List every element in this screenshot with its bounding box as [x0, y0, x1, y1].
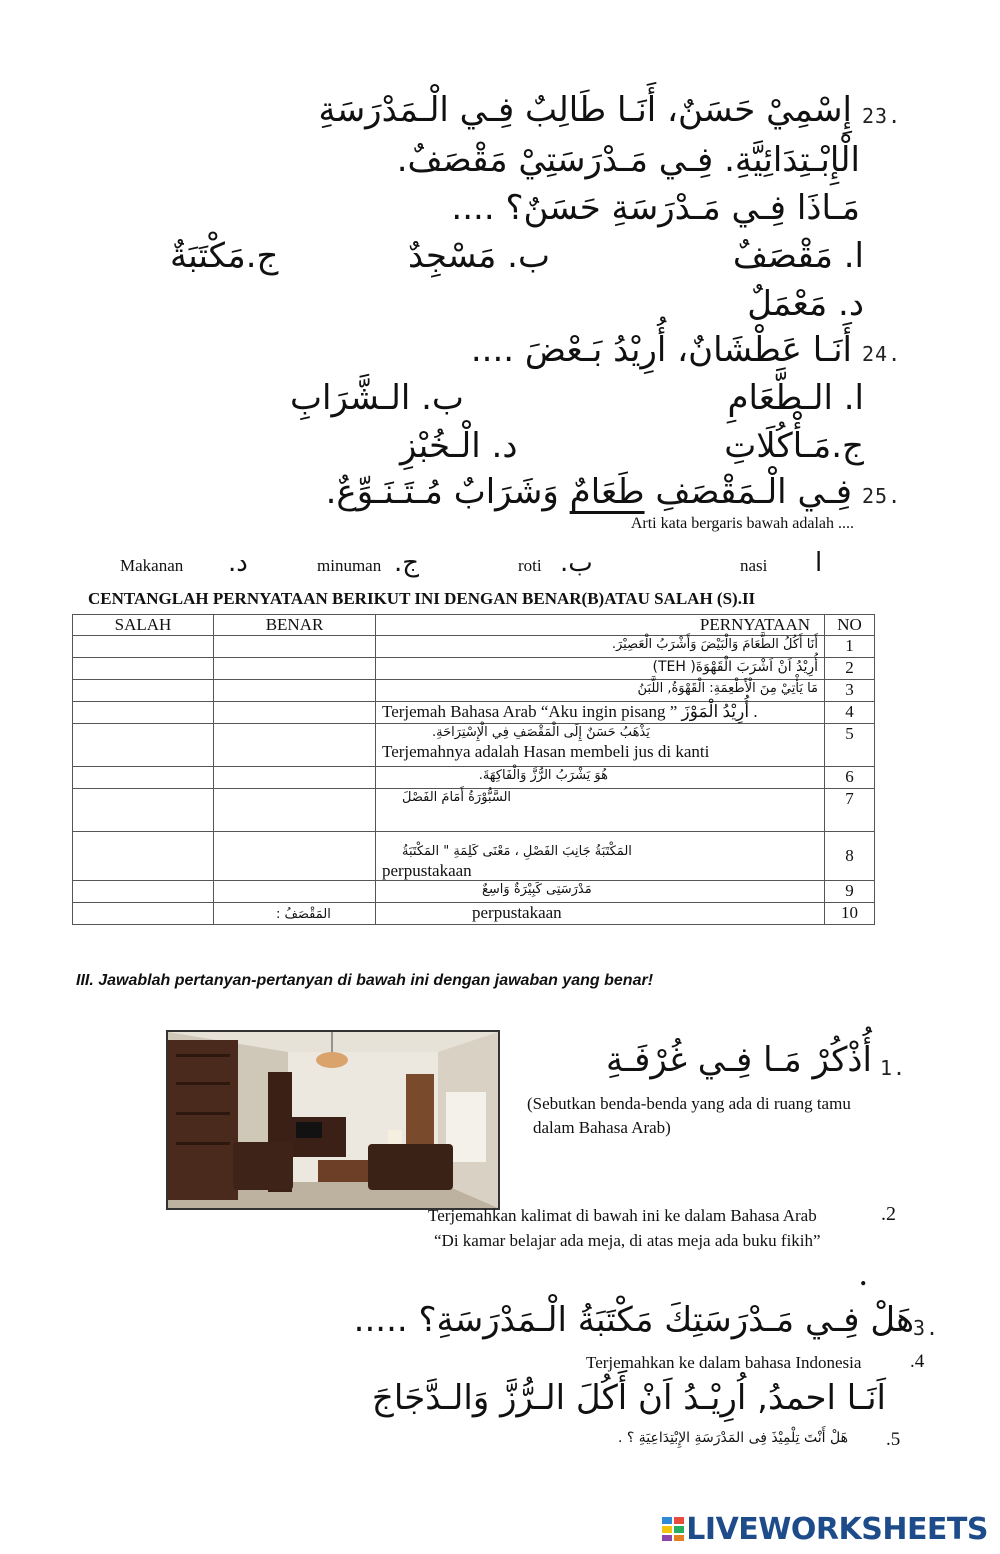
- q23-number: 23.: [862, 104, 902, 128]
- row-number: 5: [825, 724, 875, 767]
- row-number: 10: [825, 903, 875, 925]
- q23-line2: الْإِبْـتِدَائِيَّةِ. فِـي مَـدْرَسَتِيْ مَقْصَفٌ.: [396, 140, 860, 180]
- header-pernyataan: PERNYATAAN: [376, 615, 825, 636]
- q23-line3: مَـاذَا فِـي مَـدْرَسَةِ حَسَنٌ؟ ....: [451, 188, 860, 228]
- q24-number: 24.: [862, 342, 902, 366]
- table-row: [73, 789, 875, 832]
- benar-cell-3[interactable]: [214, 680, 376, 702]
- q24-option-c: ج.مَـأْكُلَاتِ: [724, 426, 864, 466]
- q23-option-b: ب. مَسْجِدٌ: [408, 236, 550, 276]
- benar-cell-2[interactable]: [214, 658, 376, 680]
- salah-cell-4[interactable]: [73, 702, 214, 724]
- s3-q5-number: .5: [886, 1429, 901, 1450]
- row-number: 7: [825, 789, 875, 832]
- s3-q2-text: Terjemahkan kalimat di bawah ini ke dalam Bahasa Arab: [428, 1206, 817, 1225]
- s3-q4-text: Terjemahkan ke dalam bahasa Indonesia: [586, 1353, 862, 1372]
- s3-q3-number: 3.: [913, 1316, 940, 1340]
- benar-cell-6[interactable]: [214, 767, 376, 789]
- q25-option-a-text: nasi: [740, 556, 768, 575]
- row-number: 4: [825, 702, 875, 724]
- q23-option-d: د. مَعْمَلٌ: [747, 284, 864, 324]
- row-number: 3: [825, 680, 875, 702]
- statement-ar: مَا يَأْتِيْ مِنَ الْأَطْعِمَةِ: الْقَهْوَةُ, اللَّبَنُ: [637, 681, 818, 696]
- s3-q4-number: .4: [910, 1351, 925, 1372]
- statement-lat: perpustakaan: [472, 903, 562, 922]
- q25-line1-pre: فِـي الْـمَقْصَفِ: [655, 472, 852, 512]
- benar-cell-4[interactable]: [214, 702, 376, 724]
- statement-ar: المَقْصَفُ :: [275, 907, 331, 922]
- salah-cell-1[interactable]: [73, 636, 214, 658]
- q24-option-d: د. الْـخُبْزِ: [400, 426, 518, 466]
- row-number: 8: [825, 832, 875, 881]
- q24-line1: أَنَـا عَطْشَانٌ، أُرِيْدُ بَـعْضَ ....: [470, 330, 852, 370]
- s3-q3-arabic: هَلْ فِـي مَـدْرَسَتِكَ مَكْتَبَةُ الْـمَدْرَسَةِ؟ .....: [353, 1300, 914, 1340]
- salah-cell-5[interactable]: [73, 724, 214, 767]
- salah-cell-8[interactable]: [73, 832, 214, 881]
- row-number: 2: [825, 658, 875, 680]
- salah-cell-7[interactable]: [73, 789, 214, 832]
- liveworksheets-logo-icon: [662, 1517, 684, 1541]
- table-row: [73, 903, 875, 925]
- benar-cell-5[interactable]: [214, 724, 376, 767]
- table-row: [73, 881, 875, 903]
- row-number: 9: [825, 881, 875, 903]
- benar-cell-9[interactable]: [214, 881, 376, 903]
- salah-cell-2[interactable]: [73, 658, 214, 680]
- statement-ar: أُرِيْدُ اَنْ اَشْرَبَ الْقَهْوَةَ( TEH): [652, 659, 818, 675]
- statement-ar: مَدْرَسَتِى كَبِيْرَةٌ وَاسِعٌ: [482, 882, 592, 897]
- header-no: NO: [825, 615, 875, 636]
- living-room-photo: [166, 1030, 500, 1210]
- q24-option-b: ب. الـشَّرَابِ: [290, 378, 464, 418]
- table-row: [73, 767, 875, 789]
- salah-cell-6[interactable]: [73, 767, 214, 789]
- statement-ar: المَكْتَبَةُ جَانِبَ الفَصْلِ ، مَعْنَى كَلِمَةِ " المَكْتَبَةُ: [402, 844, 632, 859]
- q25-option-b-letter: ب.: [560, 548, 593, 578]
- table-row: [73, 724, 875, 767]
- row-number: 1: [825, 636, 875, 658]
- table-row: [73, 832, 875, 881]
- s3-q1-note-line2: dalam Bahasa Arab): [533, 1118, 671, 1137]
- q25-option-c-text: minuman: [317, 556, 382, 575]
- statement-ar: يَذْهَبُ حَسَنٌ إِلَى الْمَقْصَفِ فِي الْإِسْتِرَاحَةِ.: [432, 725, 650, 740]
- statements-table: [72, 614, 875, 925]
- q25-number: 25.: [862, 484, 902, 508]
- q25-option-a-letter: ا: [815, 548, 823, 578]
- s3-q1-arabic: أُذْكُرْ مَـا فِـي غُرْفَـةِ: [605, 1040, 872, 1080]
- s3-q1-note-line1: (Sebutkan benda-benda yang ada di ruang tamu: [527, 1094, 851, 1113]
- q25-line1-post: وَشَرَابٌ مُـتَـنَـوِّعٌ.: [325, 472, 559, 512]
- section2-heading: CENTANGLAH PERNYATAAN BERIKUT INI DENGAN BENAR(B)ATAU SALAH (S).II: [88, 589, 756, 608]
- header-salah: SALAH: [73, 615, 214, 636]
- s3-q2-answer-dot: .: [860, 1262, 867, 1291]
- table-row: [73, 702, 875, 724]
- statement-lat: Terjemah Bahasa Arab “Aku ingin pisang ” أُرِيْدُ الْمَوْزَ .: [382, 702, 758, 721]
- living-room-illustration: [168, 1032, 498, 1208]
- row-number: 6: [825, 767, 875, 789]
- s3-q5-arabic: هَلْ أَنْتَ تِلْمِيْذَ فِى المَدْرَسَةِ الإِبْتِدَاعِيَةِ ؟ .: [617, 1430, 848, 1446]
- q25-option-d-text: Makanan: [120, 556, 184, 575]
- q25-option-d-letter: د.: [228, 548, 248, 578]
- benar-cell-7[interactable]: [214, 789, 376, 832]
- table-header-row: [73, 615, 875, 636]
- q25-underlined-word: طَعَامٌ: [569, 472, 645, 512]
- s3-q1-number: 1.: [880, 1056, 907, 1080]
- table-row: [73, 658, 875, 680]
- benar-cell-1[interactable]: [214, 636, 376, 658]
- liveworksheets-logo-text: LIVEWORKSHEETS: [686, 1512, 988, 1547]
- q25-option-b-text: roti: [518, 556, 542, 575]
- table-row: [73, 636, 875, 658]
- q23-line1: إِسْمِيْ حَسَنٌ، أَنَـا طَالِبٌ فِـي الْـمَدْرَسَةِ: [318, 90, 852, 130]
- q25-option-c-letter: ج.: [394, 548, 420, 578]
- benar-cell-8[interactable]: [214, 832, 376, 881]
- salah-cell-3[interactable]: [73, 680, 214, 702]
- statement-lat: Terjemahnya adalah Hasan membeli jus di kanti: [382, 742, 710, 761]
- s3-q2-number: .2: [881, 1203, 896, 1225]
- salah-cell-9[interactable]: [73, 881, 214, 903]
- q23-option-a: ا. مَقْصَفٌ: [732, 236, 864, 276]
- s3-q4-arabic: اَنَـا احمدُ, اُرِيْـدُ اَنْ أَكُلَ الـرُّزَّ وَالـدَّجَاجَ: [371, 1378, 886, 1418]
- salah-cell-10[interactable]: [73, 903, 214, 925]
- statement-ar: هُوَ يَشْرَبُ الرُّزَّ وَالْفَاكِهَةَ.: [478, 768, 608, 783]
- table-row: [73, 680, 875, 702]
- q23-option-c: ج.مَكْتَبَةٌ: [170, 236, 279, 276]
- q25-instruction: Arti kata bergaris bawah adalah ....: [630, 515, 854, 532]
- liveworksheets-logo: [662, 1512, 988, 1547]
- q24-option-a: ا. الـطَّعَامِ: [727, 378, 864, 418]
- statement-ar: أَنَا أَكُلُ الطَّعَامَ وَالْبَيْضَ وَأَشْرَبُ الْعَصِيْرَ.: [611, 637, 818, 652]
- statement-lat: perpustakaan: [382, 861, 472, 880]
- statement-ar: السَّبُّوْرَةُ أَمَامَ الفَصْلَ: [402, 790, 512, 805]
- header-benar: BENAR: [214, 615, 376, 636]
- section3-heading: III. Jawablah pertanyan-pertanyan di bawah ini dengan jawaban yang benar!: [76, 972, 654, 989]
- s3-q2-quote: “Di kamar belajar ada meja, di atas meja ada buku fikih”: [434, 1231, 821, 1250]
- q25-line1: [326, 472, 852, 512]
